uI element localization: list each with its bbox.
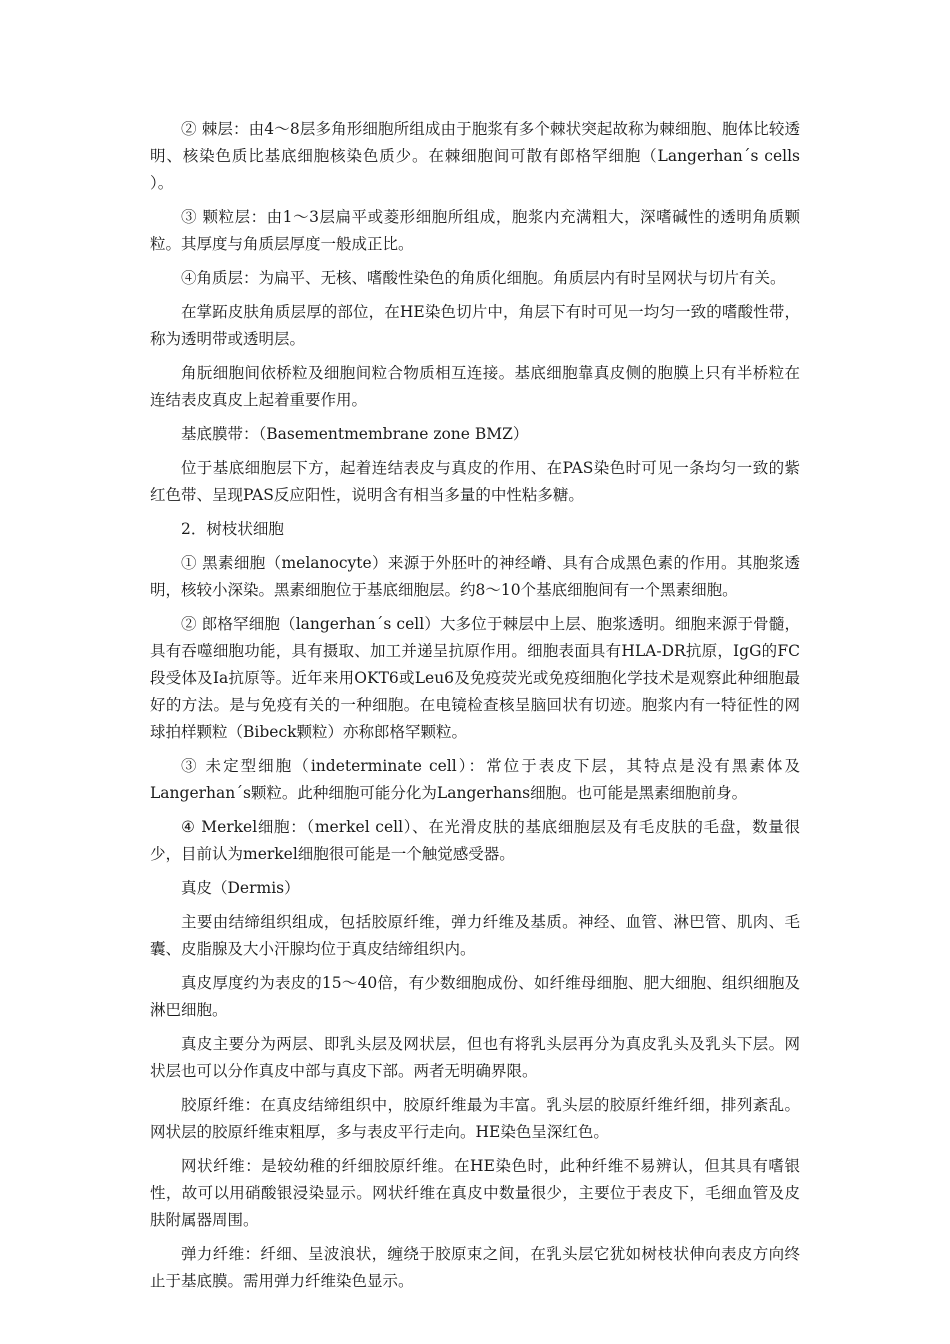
heading-dermis: 真皮（Dermis） [181,879,300,897]
paragraph-indeterminate-cell: ③ 未定型细胞（indeterminate cell）：常位于表皮下层，其特点是没有黑素体及Langerhan´s颗粒。此种细胞可能分化为Langerhans细胞。也可能是黑素细胞前身。 [150,757,800,802]
paragraph-collagen-fibers: 胶原纤维：在真皮结缔组织中，胶原纤维最为丰富。乳头层的胶原纤维纤细，排列紊乱。网状层的胶原纤维束粗厚，多与表皮平行走向。HE染色呈深红色。 [150,1096,800,1141]
paragraph-basement-membrane: 位于基底细胞层下方，起着连结表皮与真皮的作用、在PAS染色时可见一条均匀一致的紫红色带、呈现PAS反应阳性，说明含有相当多量的中性粘多糖。 [150,459,800,504]
paragraph-reticular-fibers: 网状纤维：是较幼稚的纤细胶原纤维。在HE染色时，此种纤维不易辨认，但其具有嗜银性，故可以用硝酸银浸染显示。网状纤维在真皮中数量很少，主要位于表皮下，毛细血管及皮肤附属器周围。 [150,1157,800,1229]
document-page [150,116,800,1302]
heading-basement-membrane: 基底膜带：（Basementmembrane zone BMZ） [181,425,529,443]
paragraph-dermis-layers: 真皮主要分为两层、即乳头层及网状层，但也有将乳头层再分为真皮乳头及乳头下层。网状层也可以分作真皮中部与真皮下部。两者无明确界限。 [150,1035,800,1080]
paragraph-dermis-thickness: 真皮厚度约为表皮的15～40倍，有少数细胞成份、如纤维母细胞、肥大细胞、组织细胞及淋巴细胞。 [150,974,800,1019]
paragraph-merkel-cell: ④ Merkel细胞：（merkel cell）、在光滑皮肤的基底细胞层及有毛皮肤的毛盘，数量很少，目前认为merkel细胞很可能是一个触觉感受器。 [150,818,800,863]
paragraph-desmosomes: 角朊细胞间依桥粒及细胞间粒合物质相互连接。基底细胞靠真皮侧的胞膜上只有半桥粒在连结表皮真皮上起着重要作用。 [150,364,800,409]
heading-dendritic-cells: 2．树枝状细胞 [181,520,284,538]
paragraph-spinous-layer: ② 棘层：由4～8层多角形细胞所组成由于胞浆有多个棘状突起故称为棘细胞、胞体比较透明、核染色质比基底细胞核染色质少。在棘细胞间可散有郎格罕细胞（Langerhan´s cells ）。 [150,120,800,192]
paragraph-stratum-corneum: ④角质层：为扁平、无核、嗜酸性染色的角质化细胞。角质层内有时呈网状与切片有关。 [181,269,786,287]
paragraph-granular-layer: ③ 颗粒层：由1～3层扁平或菱形细胞所组成，胞浆内充满粗大，深嗜碱性的透明角质颗粒。其厚度与角质层厚度一般成正比。 [150,208,800,253]
paragraph-langerhans-cell: ② 郎格罕细胞（langerhan´s cell）大多位于棘层中上层、胞浆透明。细胞来源于骨髓，具有吞噬细胞功能，具有摄取、加工并递呈抗原作用。细胞表面具有HLA-DR抗原，IgG的FC段受体及Ia抗原等。近年来用OKT6或Leu6及免疫荧光或免疫细胞化学技术是观察此种细胞最好的方法。是与免疫有关的一种细胞。在电镜检查核呈脑回状有切迹。胞浆内有一特征性的网球拍样颗粒（Bibeck颗粒）亦称郎格罕颗粒。 [150,615,800,741]
paragraph-dermis-composition: 主要由结缔组织组成，包括胶原纤维，弹力纤维及基质。神经、血管、淋巴管、肌肉、毛囊、皮脂腺及大小汗腺均位于真皮结缔组织内。 [150,913,800,958]
paragraph-elastic-fibers: 弹力纤维：纤细、呈波浪状，缠绕于胶原束之间，在乳头层它犹如树枝状伸向表皮方向终止于基底膜。需用弹力纤维染色显示。 [150,1245,800,1290]
paragraph-clear-layer: 在掌跖皮肤角质层厚的部位，在HE染色切片中，角层下有时可见一均匀一致的嗜酸性带，称为透明带或透明层。 [150,303,800,348]
paragraph-melanocyte: ① 黑素细胞（melanocyte）来源于外胚叶的神经嵴、具有合成黑色素的作用。其胞浆透明，核较小深染。黑素细胞位于基底细胞层。约8～10个基底细胞间有一个黑素细胞。 [150,554,800,599]
